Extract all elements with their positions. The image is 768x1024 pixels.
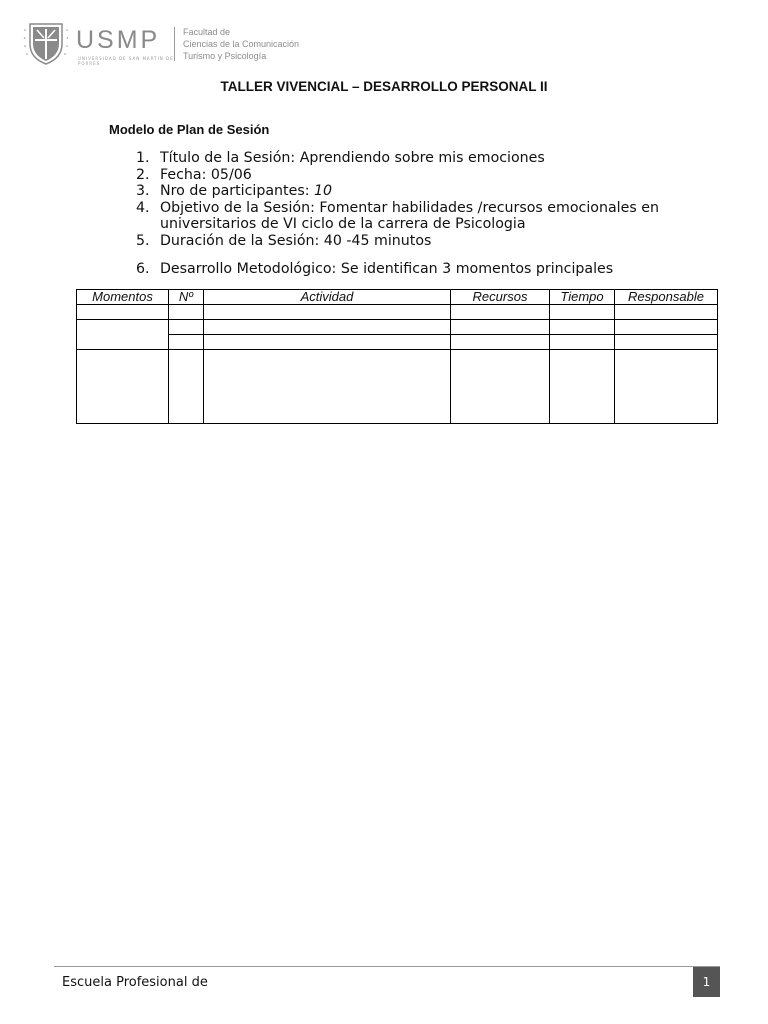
brand-name: USMP xyxy=(76,26,161,54)
table-cell[interactable] xyxy=(204,320,451,335)
list-text: Desarrollo Metodológico: Se identifican 3 momentos principales xyxy=(160,261,614,277)
list-number: 5. xyxy=(136,232,150,249)
table-cell[interactable] xyxy=(550,305,615,320)
document-title: TALLER VIVENCIAL – DESARROLLO PERSONAL II xyxy=(220,79,548,94)
table-cell[interactable] xyxy=(204,335,451,350)
table-cell[interactable] xyxy=(550,320,615,335)
col-header-tiempo: Tiempo xyxy=(550,290,615,305)
col-header-momentos: Momentos xyxy=(77,290,169,305)
participants-value: 10 xyxy=(314,183,333,199)
table-cell[interactable] xyxy=(169,305,204,320)
table-cell[interactable] xyxy=(77,350,169,424)
list-number: 4. xyxy=(136,199,150,216)
document-subtitle: Modelo de Plan de Sesión xyxy=(109,122,270,137)
table-cell[interactable] xyxy=(615,305,718,320)
faculty-name xyxy=(183,26,299,62)
table-row xyxy=(77,305,718,320)
table-cell[interactable] xyxy=(451,350,550,424)
table-row xyxy=(77,335,718,350)
list-item xyxy=(136,183,700,200)
table-cell[interactable] xyxy=(550,335,615,350)
table-row xyxy=(77,350,718,424)
list-text: Título de la Sesión: Aprendiendo sobre mis emociones xyxy=(160,150,545,166)
table-cell[interactable] xyxy=(615,335,718,350)
table-cell[interactable] xyxy=(169,335,204,350)
list-item xyxy=(136,150,700,167)
table-cell[interactable] xyxy=(77,320,169,350)
table-cell[interactable] xyxy=(451,305,550,320)
list-number: 3. xyxy=(136,183,150,199)
list-item xyxy=(136,232,700,250)
footer-text: Escuela Profesional de xyxy=(62,975,208,990)
col-header-responsable: Responsable xyxy=(615,290,718,305)
faculty-line: Turismo y Psicología xyxy=(183,51,267,61)
list-text: Nro de participantes: xyxy=(160,183,315,199)
list-text: Objetivo de la Sesión: Fomentar habilidades /recursos emocionales en universitarios de VI ciclo de la carrera de Psicologia xyxy=(160,199,659,232)
header-divider xyxy=(174,27,175,61)
table-cell[interactable] xyxy=(451,320,550,335)
table-cell[interactable] xyxy=(204,305,451,320)
table-row xyxy=(77,320,718,335)
list-number: 2. xyxy=(136,166,150,183)
table-cell[interactable] xyxy=(550,350,615,424)
col-header-actividad: Actividad xyxy=(204,290,451,305)
table-header-row xyxy=(77,290,718,305)
list-text: Fecha: 05/06 xyxy=(160,166,252,183)
footer-divider xyxy=(54,966,720,967)
table-cell[interactable] xyxy=(169,350,204,424)
col-header-recursos: Recursos xyxy=(451,290,550,305)
faculty-line: Facultad de xyxy=(183,27,231,37)
table-cell[interactable] xyxy=(169,320,204,335)
usmp-shield-logo-icon xyxy=(22,18,70,68)
table-cell[interactable] xyxy=(204,350,451,424)
table-cell[interactable] xyxy=(77,305,169,320)
table-cell[interactable] xyxy=(615,320,718,335)
list-item xyxy=(136,166,700,184)
table-cell[interactable] xyxy=(451,335,550,350)
list-text: Duración de la Sesión: 40 -45 minutos xyxy=(160,232,432,249)
brand-subtitle: UNIVERSIDAD DE SAN MARTIN DE PORRES xyxy=(78,56,174,66)
list-item xyxy=(136,261,614,278)
page-number: 1 xyxy=(693,967,720,997)
session-plan-table xyxy=(76,289,718,424)
list-item xyxy=(136,199,700,233)
table-cell[interactable] xyxy=(615,350,718,424)
col-header-numero: Nº xyxy=(169,290,204,305)
list-number: 1. xyxy=(136,150,150,166)
session-details-list xyxy=(136,150,700,249)
letterhead xyxy=(22,14,342,72)
faculty-line: Ciencias de la Comunicación xyxy=(183,39,300,49)
list-number: 6. xyxy=(136,261,150,277)
